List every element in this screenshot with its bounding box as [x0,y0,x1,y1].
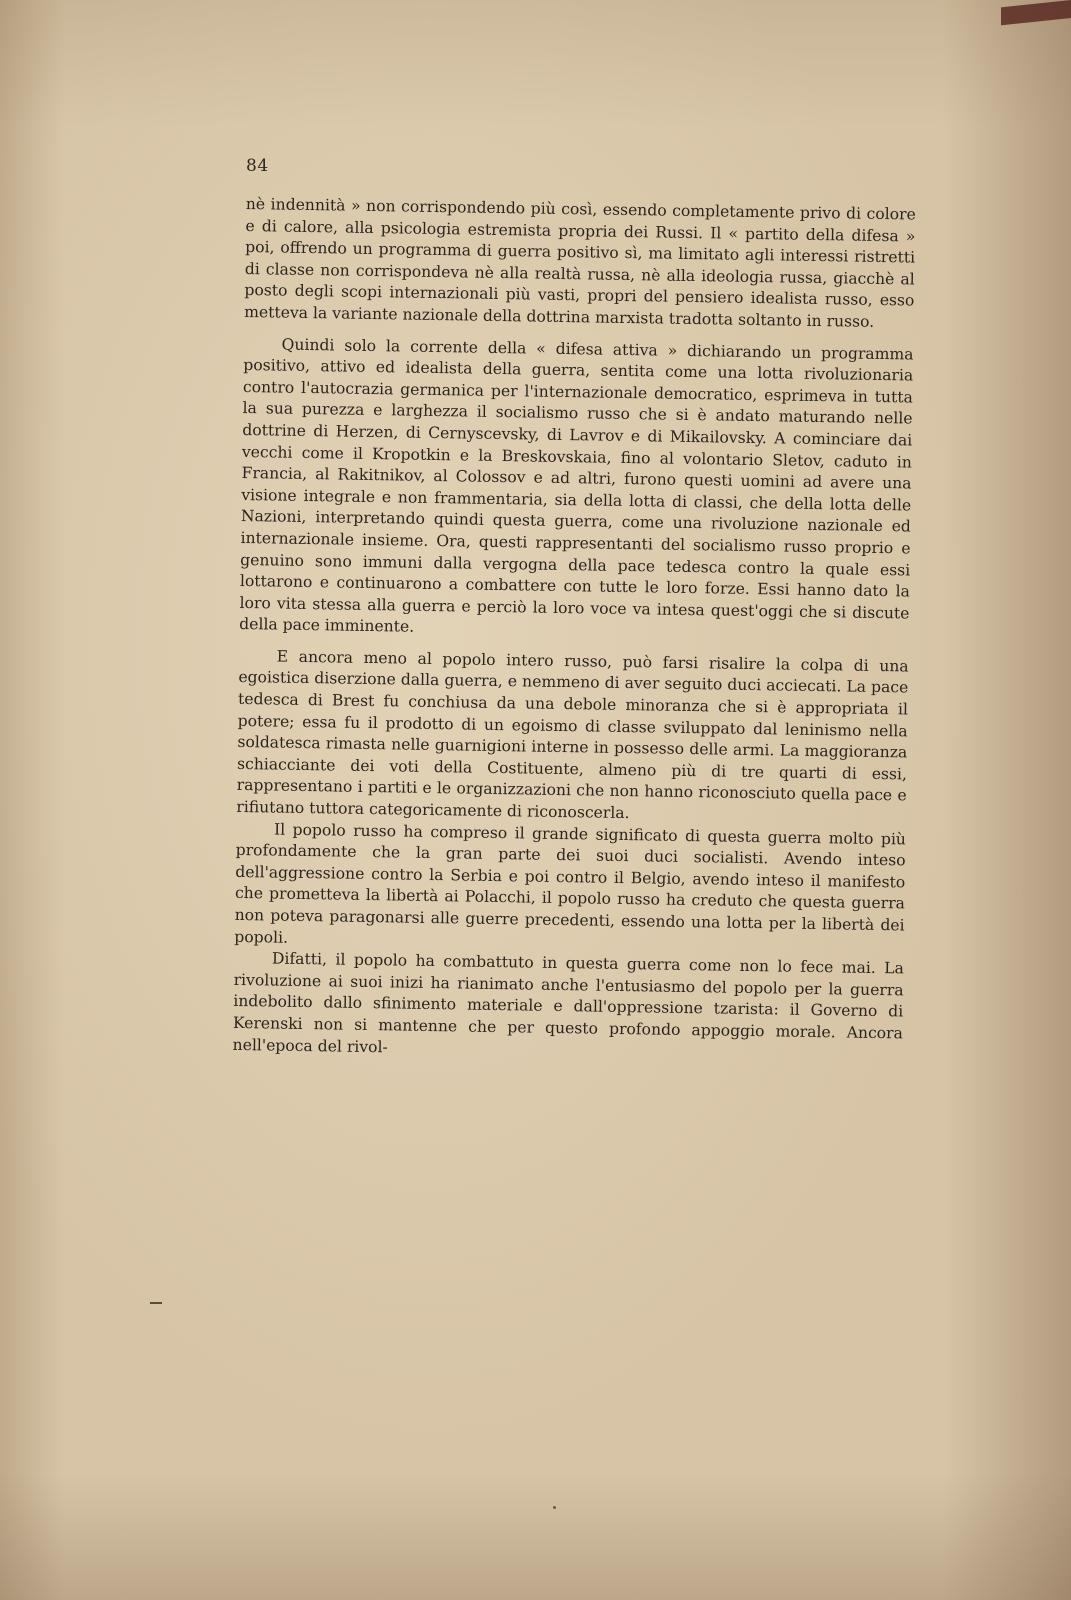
paragraph-5: Difatti, il popolo ha combattuto in questa guerra come non lo fece mai. La rivoluzione ai suoi inizi ha rianimato anche l'entusiasmo del popolo per la guerra indebolito dallo sfinimento materiale e dall'oppressione tzarista: il Governo di Kerenski non si mantenne che per questo profondo appoggio morale. Ancora nell'epoca del rivol- [232,949,905,1056]
paragraph-4: Il popolo russo ha compreso il grande significato di questa guerra molto più profondamente che la gran parte dei suoi duci socialisti. Avendo inteso dell'aggressione contro la Serbia e poi contro il Belgio, avendo inteso il manifesto che prometteva la libertà ai Polacchi, il popolo russo ha creduto che questa guerra non poteva paragonarsi alle guerre precedenti, essendo una lotta per la libertà dei popoli. [234,820,907,947]
body-text [232,194,915,1067]
paper-speck [553,1506,556,1509]
paragraph-2: Quindi solo la corrente della « difesa attiva » dichiarando un programma positivo, attivo ed idealista della guerra, sentita come una lotta rivoluzionaria contro l'autocrazia germanica per l'internazionale democratico, esprimeva in tutta la sua purezza e larghezza il socialismo russo che si è andato maturando nelle dottrine di Herzen, di Cernyscevsky, di Lavrov e di Mikailovsky. A cominciare dai vecchi come il Kropotkin e la Breskovskaia, fino al volontario Sletov, caduto in Francia, al Rakitnikov, al Colossov e ad altri, furono questi uomini ad avere una visione integrale e non frammentaria, sia della lotta di classi, che della lotta delle Nazioni, interpretando quindi questa guerra, come una rivoluzione nazionale ed internazionale insieme. Ora, questi rappresentanti del socialismo russo proprio e genuino sono immuni dalla vergogna della pace tedesca contro la quale essi lottarono e continuarono a combattere con tutte le loro forze. Essi hanno dato la loro vita stessa alla guerra e perciò la loro voce va intesa quest'oggi che si discute della pace imminente. [239,335,914,636]
margin-mark [150,1302,162,1304]
page-number: 84 [246,156,269,176]
paragraph-1: nè indennità » non corrispondendo più così, essendo completamente privo di colore e di calore, alla psicologia estremista propria dei Russi. Il « partito della difesa » poi, offrendo un programma di guerra positivo sì, ma limitato agli interessi ristretti di classe non corrispondeva nè alla realtà russa, nè alla ideologia russa, giacchè al posto degli scopi internazionali più vasti, propri del pensiero idealista russo, esso metteva la variante nazionale della dottrina marxista tradotta soltanto in russo. [244,194,916,331]
page-corner-shadow [1001,0,1071,25]
paragraph-3: E ancora meno al popolo intero russo, può farsi risalire la colpa di una egoistica diserzione dalla guerra, e nemmeno di aver seguito duci acciecati. La pace tedesca di Brest fu conchiusa da una debole minoranza che si è appropriata il potere; essa fu il prodotto di un egoismo di classe sviluppato dal leninismo nella soldatesca rimasta nelle guarnigioni interne in possesso delle armi. La maggioranza schiacciante dei voti della Costituente, almeno più di tre quarti di essi, rappresentano i partiti e le organizzazioni che non hanno riconosciuto quella pace e rifiutano tuttora categoricamente di riconoscerla. [236,647,909,823]
